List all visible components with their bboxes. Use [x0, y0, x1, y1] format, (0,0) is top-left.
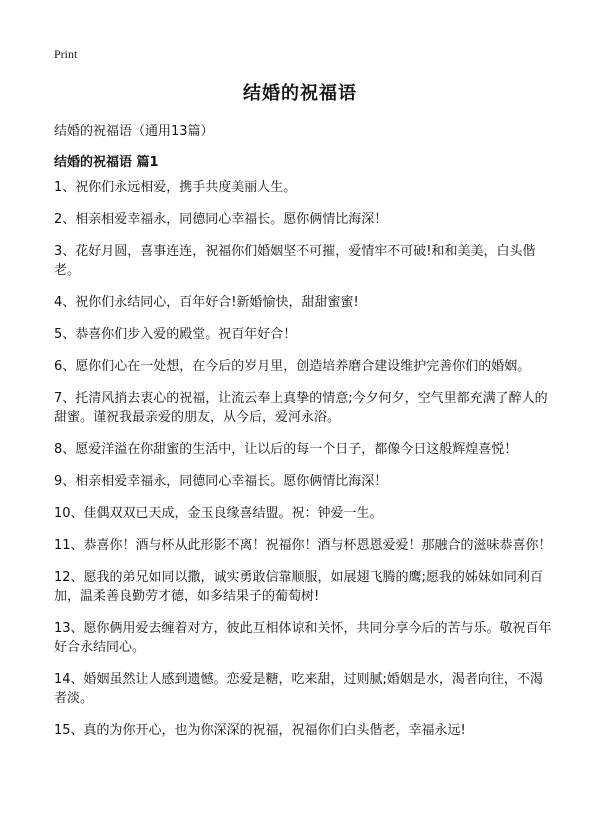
list-item: 5、恭喜你们步入爱的殿堂。祝百年好合！: [54, 327, 297, 342]
list-item: 4、祝你们永结同心，百年好合!新婚愉快，甜甜蜜蜜!: [54, 295, 359, 310]
list-item: 3、花好月圆，喜事连连，祝福你们婚姻坚不可摧，爱情牢不可破!和和美美，白头偕老。: [54, 244, 536, 278]
section-heading: 结婚的祝福语 篇1: [54, 155, 159, 170]
list-item: 9、相亲相爱幸福永，同德同心幸福长。愿你俩情比海深！: [54, 474, 388, 489]
list-item: 8、愿爱洋溢在你甜蜜的生活中，让以后的每一个日子，都像今日这般辉煌喜悦！: [54, 442, 518, 457]
list-item: 13、愿你俩用爱去缠着对方，彼此互相体谅和关怀，共同分享今后的苦与乐。敬祝百年好合永结同心。: [54, 621, 552, 655]
blessing-list: [54, 178, 554, 740]
list-item: 14、婚姻虽然让人感到遗憾。恋爱是糖，吃来甜，过则腻;婚姻是水，渴者向往，不渴者淡。: [54, 672, 543, 706]
list-item: 6、愿你们心在一处想，在今后的岁月里，创造培养磨合建设维护完善你们的婚姻。: [54, 359, 531, 374]
list-item: 12、愿我的弟兄如同以撒，诚实勇敢信靠顺服，如展翅飞腾的鹰;愿我的姊妹如同利百加，温柔善良勤劳才德，如多结果子的葡萄树!: [54, 570, 543, 604]
list-item: 10、佳偶双双已天成，金玉良缘喜结盟。祝：钟爱一生。: [54, 506, 383, 521]
list-item: 15、真的为你开心，也为你深深的祝福，祝福你们白头偕老，幸福永远!: [54, 723, 466, 738]
list-item: 7、托清风捎去衷心的祝福，让流云奉上真挚的情意;今夕何夕，空气里都充满了醉人的甜蜜。谨祝我最亲爱的朋友，从今后，爱河永浴。: [54, 391, 548, 425]
list-item: 1、祝你们永远相爱，携手共度美丽人生。: [54, 180, 297, 195]
list-item: 11、恭喜你！酒与杯从此形影不离！祝福你！酒与杯恩恩爱爱！那融合的滋味恭喜你！: [54, 538, 552, 553]
print-link[interactable]: Print: [54, 47, 78, 61]
page-title: 结婚的祝福语: [243, 83, 357, 104]
document-subtitle: 结婚的祝福语（通用13篇）: [54, 124, 214, 139]
list-item: 2、相亲相爱幸福永，同德同心幸福长。愿你俩情比海深！: [54, 212, 388, 227]
